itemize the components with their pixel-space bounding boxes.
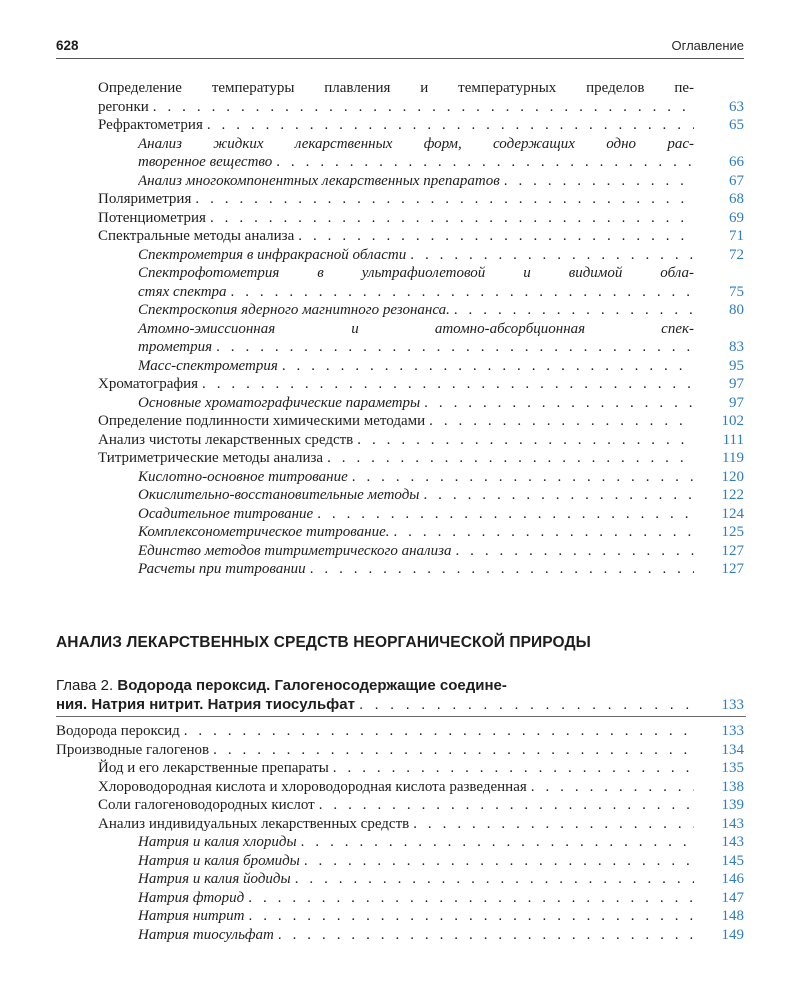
- toc-entry[interactable]: [98, 759, 744, 778]
- toc-entry[interactable]: [138, 153, 744, 172]
- leader-dots: [203, 116, 694, 135]
- toc-entry[interactable]: [138, 560, 744, 579]
- toc-entry[interactable]: [56, 722, 744, 741]
- leader-dots: [245, 907, 695, 926]
- chapter-heading-line2[interactable]: [56, 696, 744, 715]
- toc-entry[interactable]: [138, 301, 744, 320]
- leader-dots: [450, 301, 694, 320]
- leader-dots: [420, 394, 694, 413]
- running-title: Оглавление: [671, 38, 744, 53]
- toc-entry-title: Анализ многокомпонентных лекарственных препаратов: [138, 172, 500, 189]
- toc-entry[interactable]: [138, 907, 744, 926]
- chapter-title-line2: ния. Натрия нитрит. Натрия тиосульфат: [56, 696, 355, 713]
- toc-entry-title: Натрия тиосульфат: [138, 926, 274, 943]
- header-rule: [56, 58, 744, 59]
- toc-entry-title: Поляриметрия: [98, 191, 192, 207]
- toc-page-link[interactable]: 71: [729, 228, 744, 244]
- leader-dots: [191, 190, 694, 209]
- toc-page-link[interactable]: 139: [721, 797, 744, 813]
- leader-dots: [406, 246, 694, 265]
- toc-entry[interactable]: [98, 209, 744, 228]
- toc-entry-title: Осадительное титрование: [138, 505, 314, 522]
- leader-dots: [206, 209, 694, 228]
- page-number: 628: [56, 38, 79, 53]
- toc-entry-title: Единство методов титриметрического анализа: [138, 542, 452, 559]
- toc-page-link[interactable]: 95: [729, 357, 744, 374]
- toc-page-link[interactable]: 135: [721, 760, 744, 776]
- toc-entry-title: Рефрактометрия: [98, 117, 203, 133]
- leader-dots: [355, 696, 694, 715]
- toc-page-link[interactable]: 75: [729, 283, 744, 300]
- toc-page-link[interactable]: 148: [721, 908, 744, 924]
- leader-dots: [149, 98, 694, 117]
- leader-dots: [451, 542, 694, 561]
- toc-page-link[interactable]: 147: [721, 889, 744, 906]
- toc-page-link[interactable]: 97: [729, 394, 744, 411]
- toc-page-link[interactable]: 149: [721, 926, 744, 943]
- toc-entry-title: Спектроскопия ядерного магнитного резонанса.: [138, 302, 450, 318]
- toc-entry-title: Спектрометрия в инфракрасной области: [138, 246, 407, 263]
- toc-entry-title: Производные галогенов: [56, 741, 210, 758]
- running-head: [56, 38, 744, 58]
- toc-page-link[interactable]: 69: [729, 209, 744, 226]
- toc-entry-line[interactable]: [138, 135, 744, 154]
- toc-entry-title: Натрия фторид: [138, 889, 245, 906]
- toc-page-link[interactable]: 145: [721, 852, 744, 869]
- toc-entry-title: Спектральные методы анализа: [98, 228, 295, 244]
- toc-page-link[interactable]: 68: [729, 191, 744, 207]
- leader-dots: [348, 468, 694, 487]
- toc-entry[interactable]: [138, 338, 744, 357]
- toc-entry-title: Йод и его лекарственные препараты: [98, 760, 329, 776]
- toc-entry[interactable]: [138, 357, 744, 376]
- toc-entry[interactable]: [98, 796, 744, 815]
- leader-dots: [180, 722, 694, 741]
- toc-entry[interactable]: [138, 486, 744, 505]
- leader-dots: [227, 283, 694, 302]
- toc-page-link[interactable]: 66: [729, 154, 744, 170]
- leader-dots: [278, 357, 694, 376]
- toc-entry-title: Комплексонометрическое титрование.: [138, 524, 390, 540]
- toc-entry[interactable]: [98, 449, 744, 468]
- chapter-title-line1: Водорода пероксид. Галогеносодержащие соедине-: [117, 677, 507, 694]
- leader-dots: [389, 523, 694, 542]
- leader-dots: [500, 172, 694, 191]
- leader-dots: [409, 815, 694, 834]
- toc-entry-title: Натрия нитрит: [138, 908, 245, 924]
- toc-entry[interactable]: [138, 523, 744, 542]
- toc-page-link[interactable]: 143: [721, 815, 744, 832]
- toc-entry-line[interactable]: [138, 320, 744, 339]
- toc-entry[interactable]: [138, 542, 744, 561]
- toc-entry[interactable]: [138, 172, 744, 191]
- toc-entry-title: Потенциометрия: [98, 209, 206, 226]
- leader-dots: [313, 505, 694, 524]
- toc-entry-line[interactable]: [98, 79, 744, 98]
- toc-page-link[interactable]: 72: [729, 246, 744, 263]
- toc-entry-title: Водорода пероксид: [56, 723, 180, 739]
- toc-entry[interactable]: [138, 505, 744, 524]
- toc-page-link[interactable]: 127: [721, 561, 744, 577]
- toc-page-link[interactable]: 143: [721, 834, 744, 850]
- toc-page-link[interactable]: 124: [721, 505, 744, 522]
- toc-page-link[interactable]: 127: [721, 542, 744, 559]
- toc-entry-title: Окислительно-восстановительные методы: [138, 487, 420, 503]
- toc-entry[interactable]: [98, 227, 744, 246]
- leader-dots: [274, 926, 694, 945]
- toc-page-link[interactable]: 67: [729, 172, 744, 189]
- toc-page-link[interactable]: 102: [721, 413, 744, 429]
- leader-dots: [306, 560, 694, 579]
- toc-page-link[interactable]: 122: [721, 487, 744, 503]
- toc-entry-title: регонки: [98, 98, 149, 115]
- leader-dots: [419, 486, 694, 505]
- toc-page-link[interactable]: 133: [721, 723, 744, 739]
- toc-entry[interactable]: [138, 889, 744, 908]
- toc-page-link[interactable]: 146: [721, 871, 744, 887]
- toc-entry-title: Хроматография: [98, 376, 199, 392]
- leader-dots: [212, 338, 694, 357]
- toc-entry[interactable]: [138, 833, 744, 852]
- leader-dots: [297, 833, 694, 852]
- leader-dots: [425, 412, 694, 431]
- toc-entry-title: Анализ чистоты лекарственных средств: [98, 431, 354, 448]
- toc-page-link[interactable]: 125: [721, 524, 744, 540]
- section-title: АНАЛИЗ ЛЕКАРСТВЕННЫХ СРЕДСТВ НЕОРГАНИЧЕСКОЙ ПРИРОДЫ: [56, 634, 591, 651]
- leader-dots: [329, 759, 694, 778]
- toc-entry-title: трометрия: [138, 339, 213, 355]
- toc-entry-title: Натрия и калия йодиды: [138, 871, 291, 887]
- leader-dots: [323, 449, 694, 468]
- toc-entry-title-part: Спектрофотометрия в ультрафиолетовой и видимой обла-: [138, 265, 694, 281]
- toc-entry-title: Расчеты при титровании: [138, 561, 306, 577]
- leader-dots: [272, 153, 694, 172]
- toc-entry-title-part: Анализ жидких лекарственных форм, содержащих одно рас-: [138, 135, 694, 152]
- chapter-rule: [56, 716, 746, 717]
- toc-entry[interactable]: [98, 815, 744, 834]
- toc-entry[interactable]: [98, 98, 744, 117]
- chapter-page[interactable]: 133: [721, 697, 744, 713]
- toc-entry[interactable]: [98, 190, 744, 209]
- toc-entry-title: Натрия и калия бромиды: [138, 852, 300, 869]
- toc-page-link[interactable]: 111: [722, 431, 744, 448]
- toc-entry-title-part: Атомно-эмиссионная и атомно-абсорбционная спек-: [138, 320, 694, 337]
- leader-dots: [291, 870, 694, 889]
- toc-entry-title: творенное вещество: [138, 154, 273, 170]
- toc-entry-title-part: Определение температуры плавления и температурных пределов пе-: [98, 80, 694, 96]
- leader-dots: [300, 852, 694, 871]
- chapter-heading-line1[interactable]: [56, 676, 744, 696]
- toc-entry-title: Масс-спектрометрия: [138, 357, 278, 374]
- toc-entry[interactable]: [98, 116, 744, 135]
- toc-entry[interactable]: [56, 741, 744, 760]
- toc-entry-title: стях спектра: [138, 283, 227, 300]
- toc-entry-title: Кислотно-основное титрование: [138, 468, 348, 485]
- toc-entry[interactable]: [138, 246, 744, 265]
- toc-entry-line[interactable]: [138, 264, 744, 283]
- toc-entry[interactable]: [98, 431, 744, 450]
- toc-page-link[interactable]: 120: [721, 468, 744, 485]
- toc-page-link[interactable]: 97: [729, 376, 744, 392]
- toc-page-link[interactable]: 63: [729, 98, 744, 115]
- toc-entry[interactable]: [98, 778, 744, 797]
- toc-entry[interactable]: [138, 394, 744, 413]
- toc-entry[interactable]: [98, 412, 744, 431]
- leader-dots: [198, 375, 694, 394]
- leader-dots: [244, 889, 694, 908]
- toc-entry[interactable]: [98, 375, 744, 394]
- toc-entry-title: Основные хроматографические параметры: [138, 394, 421, 411]
- toc-entry-title: Определение подлинности химическими методами: [98, 413, 426, 429]
- leader-dots: [315, 796, 694, 815]
- toc-entry[interactable]: [138, 926, 744, 945]
- toc-page-link[interactable]: 65: [729, 117, 744, 133]
- toc-page-link[interactable]: 83: [729, 339, 744, 355]
- toc-page-link[interactable]: 119: [722, 450, 744, 466]
- leader-dots: [353, 431, 694, 450]
- toc-entry-title: Натрия и калия хлориды: [138, 834, 297, 850]
- leader-dots: [294, 227, 694, 246]
- toc-page-link[interactable]: 80: [729, 302, 744, 318]
- toc-entry[interactable]: [138, 852, 744, 871]
- toc-entry-title: Анализ индивидуальных лекарственных средств: [98, 815, 410, 832]
- toc-entry[interactable]: [138, 870, 744, 889]
- toc-entry[interactable]: [138, 283, 744, 302]
- leader-dots: [527, 778, 694, 797]
- toc-entry[interactable]: [138, 468, 744, 487]
- toc-page-link[interactable]: 138: [721, 778, 744, 795]
- chapter-prefix: Глава 2.: [56, 677, 114, 694]
- toc-entry-title: Титриметрические методы анализа: [98, 450, 324, 466]
- toc-entry-title: Соли галогеноводородных кислот: [98, 797, 315, 813]
- toc-page-link[interactable]: 134: [721, 741, 744, 758]
- toc-entry-title: Хлороводородная кислота и хлороводородная кислота разведенная: [98, 778, 527, 795]
- leader-dots: [209, 741, 694, 760]
